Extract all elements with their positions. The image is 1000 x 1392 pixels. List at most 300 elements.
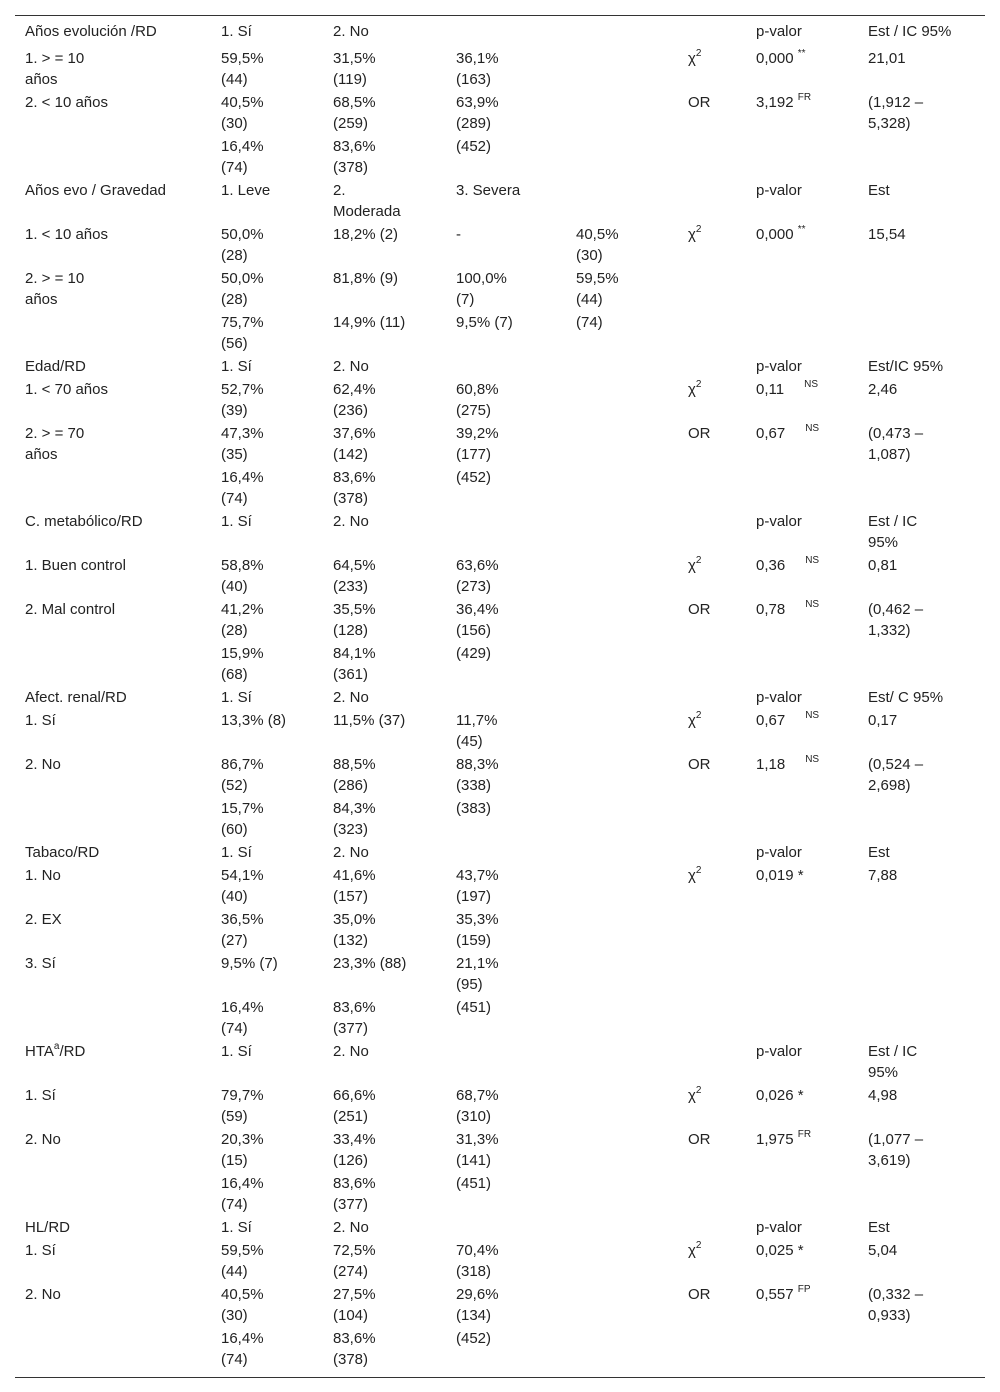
table-cell [25, 92, 108, 113]
cell-line: 83,6% [333, 1175, 376, 1192]
table-cell [456, 643, 491, 664]
cell-line: 35,0% [333, 911, 376, 928]
cell-line: 35,3% [456, 911, 499, 928]
table-cell [221, 467, 264, 509]
table-cell [756, 423, 819, 444]
table-cell [688, 599, 711, 620]
cell-line: 31,5% [333, 50, 376, 67]
table-cell [456, 1129, 499, 1171]
cell-line: (310) [456, 1108, 492, 1125]
cell-line: 1. Buen control [25, 557, 126, 574]
cell-line: 0,557 [756, 1286, 794, 1303]
cell-line: Est [868, 182, 890, 199]
cell-line: (338) [456, 777, 492, 794]
cell-line: 83,6% [333, 999, 376, 1016]
cell-line: (56) [221, 335, 248, 352]
cell-line: (119) [333, 71, 367, 88]
table-cell [333, 136, 376, 178]
table-cell [25, 754, 61, 775]
double_star-superscript: ** [797, 48, 806, 59]
cell-line: 59,5% [221, 50, 264, 67]
ns-superscript: NS [805, 754, 820, 765]
cell-line: 1,975 [756, 1131, 794, 1148]
cell-line: 1,332) [868, 622, 911, 639]
header-cell [868, 180, 890, 201]
cell-line: 21,1% [456, 955, 499, 972]
cell-line: C. metabólico/RD [25, 513, 143, 530]
cell-line: (27) [221, 932, 248, 949]
cell-line: 16,4% [221, 469, 264, 486]
header-cell [221, 1041, 252, 1062]
cell-line: p-valor [756, 358, 802, 375]
cell-line: 64,5% [333, 557, 376, 574]
cell-line: OR [688, 425, 711, 442]
table-cell [333, 1085, 376, 1127]
table-cell [868, 599, 923, 641]
header-cell [868, 842, 890, 863]
cell-line: 2. No [333, 1219, 369, 1236]
header-cell [221, 21, 252, 42]
cell-line: 2. No [333, 513, 369, 530]
table-cell [333, 710, 405, 731]
table-cell [333, 1284, 376, 1326]
table-cell [25, 268, 84, 310]
cell-line: 0,67 [756, 712, 786, 729]
chi-superscript: 2 [695, 224, 702, 235]
table-cell [221, 1085, 264, 1127]
cell-line: χ [688, 50, 696, 67]
table-cell [221, 379, 264, 421]
table-cell [333, 1129, 376, 1171]
cell-line: 2. EX [25, 911, 62, 928]
cell-line: 2. No [333, 689, 369, 706]
table-cell [333, 467, 376, 509]
cell-line: p-valor [756, 513, 802, 530]
cell-line: (286) [333, 777, 369, 794]
header-cell [333, 511, 369, 532]
cell-line: 1. Sí [221, 23, 252, 40]
table-cell [25, 1240, 56, 1261]
table-cell [456, 423, 499, 465]
cell-line: (236) [333, 402, 369, 419]
cell-line: Moderada [333, 203, 401, 220]
cell-line: p-valor [756, 1043, 802, 1060]
cell-line: 2,698) [868, 777, 911, 794]
table-cell [221, 599, 264, 641]
cell-line: (35) [221, 446, 248, 463]
table-cell [221, 1129, 264, 1171]
header-cell [756, 687, 802, 708]
cell-line: Afect. renal/RD [25, 689, 127, 706]
table-cell [868, 555, 897, 576]
cell-line: 41,2% [221, 601, 264, 618]
cell-line: 11,7% [456, 712, 498, 729]
cell-line: 50,0% [221, 270, 264, 287]
table-cell [25, 599, 115, 620]
header-cell [333, 842, 369, 863]
cell-line: 81,8% (9) [333, 270, 399, 287]
cell-line: 62,4% [333, 381, 376, 398]
table-cell [333, 909, 376, 951]
cell-line: OR [688, 1131, 711, 1148]
cell-line: χ [688, 226, 696, 243]
cell-line: (132) [333, 932, 369, 949]
cell-line: p-valor [756, 844, 802, 861]
chi-superscript: 2 [695, 379, 702, 390]
cell-line: (274) [333, 1263, 369, 1280]
table-cell [333, 92, 376, 134]
cell-line: 0,36 [756, 557, 786, 574]
table-cell [221, 423, 264, 465]
cell-line: Est / IC [868, 513, 918, 530]
cell-line: - [456, 226, 461, 243]
table-cell [221, 997, 264, 1039]
table-cell [221, 909, 264, 951]
cell-line: 43,7% [456, 867, 499, 884]
cell-line: 84,1% [333, 645, 376, 662]
header-cell [221, 511, 252, 532]
cell-line: (40) [221, 888, 248, 905]
cell-line: años [25, 291, 58, 308]
table-cell [25, 423, 84, 465]
header-cell [756, 356, 802, 377]
cell-line: 1. Sí [221, 689, 252, 706]
cell-line: 1. Sí [221, 1219, 252, 1236]
cell-line: 83,6% [333, 1330, 376, 1347]
table-cell [25, 1085, 56, 1106]
cell-line: (30) [576, 247, 603, 264]
table-cell [25, 224, 108, 245]
header-cell [868, 1041, 917, 1083]
cell-line: (74) [221, 1196, 248, 1213]
cell-line: p-valor [756, 182, 802, 199]
header-cell [25, 687, 127, 708]
cell-line: (159) [456, 932, 492, 949]
header-cell [756, 21, 802, 42]
cell-line: 1. Sí [25, 712, 56, 729]
cell-line: 54,1% [221, 867, 264, 884]
table-cell [333, 1328, 376, 1370]
cell-line: años [25, 446, 58, 463]
table-cell [333, 1173, 376, 1215]
table-cell [456, 467, 491, 488]
header-cell [456, 180, 520, 201]
cell-line: (44) [221, 71, 248, 88]
table-cell [221, 865, 264, 907]
header-cell [221, 842, 252, 863]
cell-line: 9,5% (7) [221, 955, 278, 972]
table-cell [868, 710, 897, 731]
cell-line: (128) [333, 622, 369, 639]
table-cell [25, 555, 126, 576]
cell-line: 1. Sí [221, 513, 252, 530]
table-cell [456, 710, 497, 752]
cell-line: (126) [333, 1152, 369, 1169]
cell-line: 14,9% (11) [333, 314, 406, 331]
cell-line: 3,619) [868, 1152, 911, 1169]
cell-line: (233) [333, 578, 369, 595]
cell-line: 2,46 [868, 381, 898, 398]
table-cell [25, 379, 108, 400]
cell-line: 86,7% [221, 756, 264, 773]
cell-line: (251) [333, 1108, 369, 1125]
cell-line: 15,7% [221, 800, 264, 817]
cell-line: 15,9% [221, 645, 264, 662]
table-cell [221, 48, 264, 90]
cell-line: Est [868, 844, 890, 861]
cell-line: OR [688, 756, 711, 773]
header-cell [25, 180, 166, 201]
table-cell [688, 1085, 701, 1106]
table-cell [221, 798, 264, 840]
cell-line: 1. < 10 años [25, 226, 108, 243]
cell-line: (45) [456, 733, 483, 750]
cell-line: 40,5% [221, 94, 264, 111]
table-cell [456, 379, 499, 421]
header-cell [221, 180, 270, 201]
cell-line: (377) [333, 1196, 369, 1213]
cell-line: 2. No [25, 1131, 61, 1148]
cell-line: (44) [221, 1263, 248, 1280]
header-cell [25, 356, 86, 377]
cell-line: 35,5% [333, 601, 376, 618]
table-cell [25, 1129, 61, 1150]
cell-line: 50,0% [221, 226, 264, 243]
table-cell [333, 379, 376, 421]
cell-line: (74) [576, 314, 603, 331]
cell-line: 1. Sí [25, 1087, 56, 1104]
table-cell [221, 710, 286, 731]
table-cell [688, 1284, 711, 1305]
cell-line: (15) [221, 1152, 248, 1169]
table-cell [868, 1284, 923, 1326]
header-cell [25, 21, 157, 42]
table-cell [333, 268, 398, 289]
cell-line: 0,000 [756, 226, 794, 243]
cell-line: 1. Sí [221, 844, 252, 861]
cell-line: (0,332 – [868, 1286, 924, 1303]
cell-line: 20,3% [221, 1131, 264, 1148]
cell-line: (451) [456, 1175, 492, 1192]
table-cell [868, 1240, 897, 1261]
cell-line: 2. No [333, 844, 369, 861]
cell-line: (7) [456, 291, 475, 308]
chi-superscript: 2 [695, 865, 702, 876]
header-cell [221, 1217, 252, 1238]
table-cell [221, 92, 264, 134]
cell-line: 3. Sí [25, 955, 56, 972]
table-cell [756, 710, 819, 731]
cell-line: (361) [333, 666, 369, 683]
chi-superscript: 2 [695, 710, 702, 721]
fp-superscript: FP [797, 1284, 811, 1295]
cell-line: 5,04 [868, 1242, 898, 1259]
cell-line: HTA [25, 1043, 54, 1060]
cell-line: (134) [456, 1307, 492, 1324]
fr-superscript: FR [797, 92, 812, 103]
cell-line: (59) [221, 1108, 248, 1125]
cell-line: 66,6% [333, 1087, 376, 1104]
table-cell [756, 1129, 811, 1150]
table-cell [756, 1240, 804, 1261]
cell-line: (1,077 – [868, 1131, 924, 1148]
cell-line: (28) [221, 291, 248, 308]
cell-line: (452) [456, 1330, 492, 1347]
table-cell [456, 1173, 491, 1194]
table-cell [756, 599, 819, 620]
ns-superscript: NS [805, 555, 820, 566]
table-cell [456, 224, 461, 245]
ns-superscript: NS [805, 423, 820, 434]
cell-line: 83,6% [333, 469, 376, 486]
table-cell [456, 136, 491, 157]
cell-line: (273) [456, 578, 492, 595]
table-cell [688, 1129, 711, 1150]
table-cell [868, 92, 923, 134]
chi-superscript: 2 [695, 1240, 702, 1251]
cell-line: 0,026 * [756, 1087, 804, 1104]
header-cell [221, 356, 252, 377]
cell-line: 1. Sí [221, 1043, 252, 1060]
cell-line: (30) [221, 1307, 248, 1324]
cell-line: χ [688, 557, 696, 574]
cell-line: 70,4% [456, 1242, 499, 1259]
cell-line: 1,087) [868, 446, 911, 463]
cell-line: (163) [456, 71, 492, 88]
table-cell [221, 555, 264, 597]
cell-line: χ [688, 867, 696, 884]
table-cell [868, 1085, 897, 1106]
table-cell [333, 423, 376, 465]
cell-line: (378) [333, 490, 369, 507]
cell-line: (142) [333, 446, 369, 463]
table-cell [221, 643, 264, 685]
cell-line: (74) [221, 490, 248, 507]
table-cell [456, 798, 491, 819]
cell-line: 63,9% [456, 94, 499, 111]
table-cell [688, 754, 711, 775]
top-rule [15, 15, 985, 16]
ns-superscript: NS [804, 379, 818, 390]
cell-line: χ [688, 381, 696, 398]
table-cell [688, 555, 701, 576]
cell-line: 0,17 [868, 712, 898, 729]
table-cell [868, 423, 923, 465]
table-cell [688, 1240, 701, 1261]
cell-line: p-valor [756, 1219, 802, 1236]
cell-line: (383) [456, 800, 492, 817]
table-cell [456, 268, 507, 310]
cell-line: 52,7% [221, 381, 264, 398]
header-cell [333, 687, 369, 708]
cell-line: 39,2% [456, 425, 499, 442]
table-cell [456, 909, 499, 951]
table-cell [25, 1284, 61, 1305]
cell-line: 75,7% [221, 314, 264, 331]
cell-line: 95% [868, 534, 899, 551]
cell-line: 0,000 [756, 50, 794, 67]
table-cell [221, 136, 264, 178]
table-cell [333, 643, 376, 685]
cell-line: HL/RD [25, 1219, 71, 1236]
table-cell [456, 865, 499, 907]
cell-line: 2. > = 10 [25, 270, 85, 287]
hta-a-superscript: a [53, 1041, 60, 1052]
cell-line: 0,78 [756, 601, 786, 618]
cell-line: (68) [221, 666, 248, 683]
cell-line: OR [688, 94, 711, 111]
cell-line: (1,912 – [868, 94, 924, 111]
cell-line: 2. Mal control [25, 601, 116, 618]
table-cell [456, 754, 499, 796]
table-cell [688, 92, 711, 113]
ns-superscript: NS [805, 710, 820, 721]
table-cell [688, 423, 711, 444]
double_star-superscript: ** [797, 224, 806, 235]
cell-line: Edad/RD [25, 358, 86, 375]
table-cell [756, 48, 806, 69]
cell-line: (318) [456, 1263, 492, 1280]
cell-line: (141) [456, 1152, 492, 1169]
cell-line: (197) [456, 888, 492, 905]
table-cell [25, 865, 61, 886]
cell-line: (452) [456, 138, 492, 155]
cell-line: 2. No [25, 756, 61, 773]
cell-line: 0,933) [868, 1307, 911, 1324]
cell-line: (40) [221, 578, 248, 595]
cell-line: 59,5% [221, 1242, 264, 1259]
header-cell [333, 21, 369, 42]
cell-line: 31,3% [456, 1131, 499, 1148]
header-cell [25, 511, 143, 532]
cell-line: (74) [221, 159, 248, 176]
cell-line: 3,192 [756, 94, 794, 111]
table-cell [756, 224, 806, 245]
table-cell [333, 599, 376, 641]
cell-line: (74) [221, 1351, 248, 1368]
table-cell [221, 268, 264, 310]
cell-line: años [25, 71, 58, 88]
table-cell [756, 1085, 804, 1106]
table-cell [333, 953, 406, 974]
table-cell [221, 1240, 264, 1282]
cell-line: (289) [456, 115, 492, 132]
table-cell [333, 997, 376, 1039]
header-cell [333, 1041, 369, 1062]
table-cell [688, 379, 701, 400]
cell-line: 9,5% (7) [456, 314, 513, 331]
table-cell [576, 224, 619, 266]
table-cell [221, 953, 278, 974]
table-cell [576, 268, 619, 310]
cell-line: (0,473 – [868, 425, 924, 442]
header-cell [333, 356, 369, 377]
cell-line: 0,81 [868, 557, 898, 574]
table-cell [456, 1328, 491, 1349]
cell-line: (95) [456, 976, 483, 993]
cell-line: 40,5% [576, 226, 619, 243]
table-cell [333, 1240, 376, 1282]
table-cell [456, 997, 491, 1018]
cell-line: (452) [456, 469, 492, 486]
cell-line: 1. > = 10 [25, 50, 85, 67]
cell-line: (104) [333, 1307, 369, 1324]
chi-superscript: 2 [695, 48, 702, 59]
table-cell [25, 48, 84, 90]
table-cell [333, 48, 376, 90]
header-cell [756, 180, 802, 201]
header-cell [868, 687, 943, 708]
